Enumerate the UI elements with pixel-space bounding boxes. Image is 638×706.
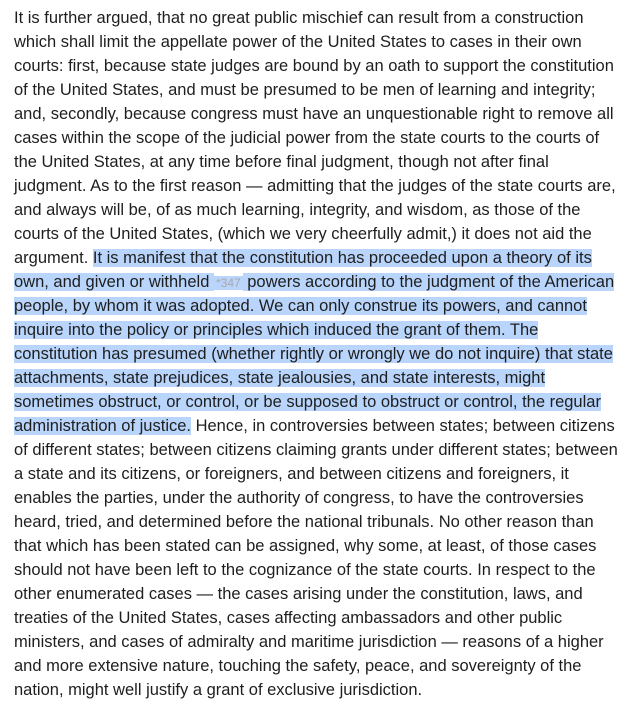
- text-line: [14, 126, 638, 150]
- text-line: [14, 534, 638, 558]
- text-line: [14, 678, 638, 702]
- body-text: cases within the scope of the judicial power from the state courts to the courts of: [14, 129, 600, 147]
- text-line: [14, 582, 638, 606]
- text-line: [14, 438, 638, 462]
- body-text: courts: first, because state judges are bound by an oath to support the constitution: [14, 57, 614, 75]
- text-line: [14, 462, 638, 486]
- text-line: [14, 366, 638, 390]
- highlighted-text: powers according to the judgment of the American: [242, 273, 615, 291]
- body-text: courts of the United States, (which we very cheerfully admit,) it does not aid the: [14, 225, 592, 243]
- highlighted-text: constitution has presumed (whether rightly or wrongly we do not inquire) that state: [14, 345, 613, 363]
- text-line: [14, 390, 638, 414]
- text-line: [14, 654, 638, 678]
- document-body: [14, 6, 638, 702]
- body-text: Hence, in controversies between states; between citizens: [191, 417, 615, 435]
- text-line: [14, 78, 638, 102]
- text-line: [14, 198, 638, 222]
- text-line: [14, 294, 638, 318]
- body-text: that which has been stated can be assigned, why some, at least, of those cases: [14, 537, 597, 555]
- highlighted-text: sometimes obstruct, or control, or be supposed to obstruct or control, the regular: [14, 393, 601, 411]
- text-line: [14, 606, 638, 630]
- text-line: [14, 510, 638, 534]
- text-line: [14, 246, 638, 270]
- body-text: treaties of the United States, cases affecting ambassadors and other public: [14, 609, 563, 627]
- text-line: [14, 342, 638, 366]
- text-line: [14, 222, 638, 246]
- text-line: [14, 54, 638, 78]
- page-number-marker[interactable]: *347: [215, 276, 241, 290]
- body-text: argument.: [14, 249, 93, 267]
- body-text: ministers, and cases of admiralty and maritime jurisdiction — reasons of a higher: [14, 633, 604, 651]
- body-text: nation, might well justify a grant of exclusive jurisdiction.: [14, 681, 423, 699]
- body-text: the United States, at any time before final judgment, though not after final: [14, 153, 549, 171]
- highlighted-text: inquire into the policy or principles which induced the grant of them. The: [14, 321, 539, 339]
- body-text: heard, tried, and determined before the national tribunals. No other reason than: [14, 513, 594, 531]
- body-text: other enumerated cases — the cases arising under the constitution, laws, and: [14, 585, 583, 603]
- text-line: [14, 318, 638, 342]
- text-line: [14, 6, 638, 30]
- body-text: of the United States, and must be presumed to be men of learning and integrity;: [14, 81, 596, 99]
- text-line: [14, 486, 638, 510]
- text-line: [14, 558, 638, 582]
- body-text: It is further argued, that no great public mischief can result from a construction: [14, 9, 584, 27]
- highlighted-text: own, and given or withheld: [14, 273, 214, 291]
- body-text: a state and its citizens, or foreigners, and between citizens and foreigners, it: [14, 465, 569, 483]
- body-text: which shall limit the appellate power of the United States to cases in their own: [14, 33, 582, 51]
- text-line: [14, 630, 638, 654]
- text-line: [14, 150, 638, 174]
- body-text: should not have been left to the cognizance of the state courts. In respect to the: [14, 561, 596, 579]
- highlighted-text: people, by whom it was adopted. We can only construe its powers, and cannot: [14, 297, 587, 315]
- body-text: and, secondly, because congress must have an unquestionable right to remove all: [14, 105, 614, 123]
- body-text: and always will be, of as much learning, integrity, and wisdom, as those of the: [14, 201, 581, 219]
- body-text: and more extensive nature, touching the safety, peace, and sovereignty of the: [14, 657, 582, 675]
- body-text: enables the parties, under the authority of congress, to have the controversies: [14, 489, 584, 507]
- body-text: of different states; between citizens claiming grants under different states; between: [14, 441, 618, 459]
- text-line: [14, 102, 638, 126]
- text-line: [14, 174, 638, 198]
- text-line: [14, 30, 638, 54]
- highlighted-text: administration of justice.: [14, 417, 191, 435]
- text-line: [14, 270, 638, 294]
- text-line: [14, 414, 638, 438]
- body-text: judgment. As to the first reason — admitting that the judges of the state courts are,: [14, 177, 616, 195]
- highlighted-text: attachments, state prejudices, state jealousies, and state interests, might: [14, 369, 546, 387]
- highlighted-text: It is manifest that the constitution has proceeded upon a theory of its: [92, 249, 592, 267]
